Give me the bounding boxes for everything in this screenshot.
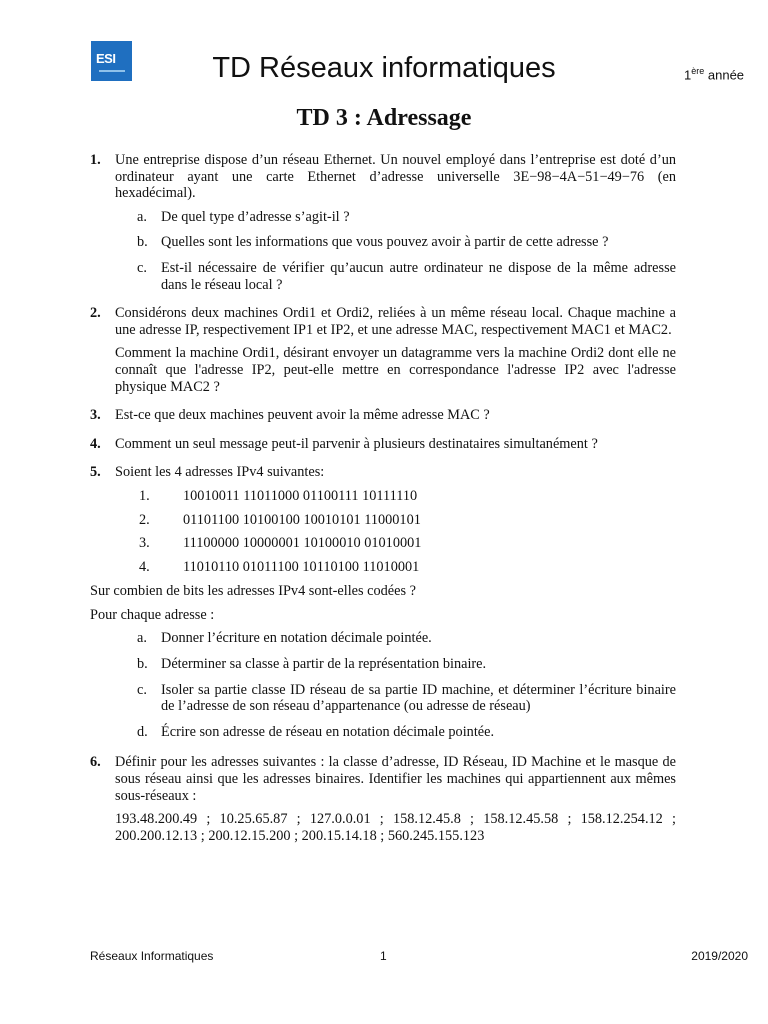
- question-number: 4.: [90, 435, 101, 452]
- question-text-2: Comment la machine Ordi1, désirant envoyer un datagramme vers la machine Ordi2 dont elle ne connaît que l'adresse IP2, peut-elle mettre en correspondance l'adresse IP2 avec l'adresse physique MAC2 ?: [115, 345, 676, 395]
- sub-text: Est-il nécessaire de vérifier qu’aucun autre ordinateur ne dispose de la même adresse dans le réseau local ?: [161, 259, 676, 293]
- task-marker: b.: [137, 656, 148, 673]
- address-value: 11100000 10000001 10100010 01010001: [183, 535, 422, 552]
- address-marker: 2.: [139, 511, 150, 528]
- year-superscript: ère: [691, 66, 705, 76]
- binary-address: [115, 535, 676, 552]
- footer-year: 2019/2020: [691, 949, 748, 963]
- per-address-label: Pour chaque adresse :: [90, 606, 215, 623]
- question-text: Comment un seul message peut-il parvenir à plusieurs destinataires simultanément ?: [115, 435, 598, 452]
- task: [115, 656, 676, 673]
- task: [115, 682, 676, 715]
- binary-address: [115, 559, 676, 576]
- question-text: Est-ce que deux machines peuvent avoir la même adresse MAC ?: [115, 407, 490, 424]
- td-title: TD 3 : Adressage: [296, 105, 472, 131]
- address-value: 11010110 01011100 10110100 11010001: [183, 558, 420, 575]
- question-1: [90, 152, 676, 293]
- question-2: [90, 305, 676, 395]
- task-marker: c.: [137, 681, 147, 698]
- task-text: Isoler sa partie classe ID réseau de sa partie ID machine, et déterminer l’écriture binaire de l’adresse de son réseau d’appartenance (ou adresse de réseau): [161, 681, 676, 715]
- question-6: [90, 754, 676, 844]
- question-number: 3.: [90, 407, 101, 424]
- question-number: 6.: [90, 754, 101, 771]
- question-text: Considérons deux machines Ordi1 et Ordi2, reliées à un même réseau local. Chaque machine a une adresse IP, respectivement IP1 et IP2, et une adresse MAC, respectivement MAC1 et MAC2.: [115, 305, 676, 338]
- exercise-list: [90, 152, 676, 856]
- question-5: [90, 464, 676, 575]
- question-number: 2.: [90, 305, 101, 322]
- task-marker: d.: [137, 723, 148, 740]
- year-word: année: [707, 67, 745, 83]
- address-value: 10010011 11011000 01100111 10111110: [183, 487, 418, 504]
- sub-marker: c.: [137, 259, 147, 276]
- ip-address-list: 193.48.200.49 ; 10.25.65.87 ; 127.0.0.01 ; 158.12.45.8 ; 158.12.45.58 ; 158.12.254.12 ; 200.200.12.13 ; 200.12.15.200 ; 200.15.14.18 ; 560.245.155.123: [115, 811, 676, 844]
- footer-course: Réseaux Informatiques: [90, 949, 214, 963]
- sub-marker: a.: [137, 208, 147, 225]
- task: [115, 724, 676, 741]
- sub-question-list: [115, 209, 676, 293]
- task-text: Déterminer sa classe à partir de la représentation binaire.: [161, 656, 487, 673]
- task-list: [115, 630, 676, 740]
- sub-text: Quelles sont les informations que vous pouvez avoir à partir de cette adresse ?: [161, 234, 609, 251]
- binary-address: [115, 488, 676, 505]
- question-3: [90, 407, 676, 424]
- address-marker: 4.: [139, 558, 150, 575]
- sub-text: De quel type d’adresse s’agit-il ?: [161, 208, 350, 225]
- address-marker: 1.: [139, 487, 150, 504]
- task-text: Écrire son adresse de réseau en notation décimale pointée.: [161, 723, 495, 740]
- task-text: Donner l’écriture en notation décimale pointée.: [161, 630, 432, 647]
- sub-question: [115, 209, 676, 226]
- bits-question: Sur combien de bits les adresses IPv4 sont-elles codées ?: [90, 583, 416, 600]
- year-level: [684, 66, 744, 82]
- question-number: 1.: [90, 152, 101, 168]
- question-5-continued: [90, 583, 676, 740]
- address-marker: 3.: [139, 535, 150, 552]
- sub-question: [115, 234, 676, 251]
- year-number: 1: [684, 67, 692, 83]
- address-value: 01101100 10100100 10010101 11000101: [183, 511, 421, 528]
- task: [115, 630, 676, 647]
- question-number: 5.: [90, 464, 101, 481]
- document-title: TD Réseaux informatiques: [212, 52, 556, 84]
- footer-page-number: 1: [380, 949, 387, 963]
- binary-address: [115, 512, 676, 529]
- sub-question: [115, 260, 676, 293]
- logo-text: ESI: [96, 51, 116, 66]
- question-text: Soient les 4 adresses IPv4 suivantes:: [115, 464, 325, 481]
- task-marker: a.: [137, 630, 147, 647]
- question-text: Définir pour les adresses suivantes : la classe d’adresse, ID Réseau, ID Machine et le masque de sous réseau ainsi que les adresses binaires. Identifier les machines qui appartiennent aux mêmes sous-réseaux :: [115, 754, 676, 804]
- question-text: Une entreprise dispose d’un réseau Ethernet. Un nouvel employé dans l’entreprise est doté d’un ordinateur ayant une carte Ethernet d’adresse universelle 3E−98−4A−51−49−76 (en hexadécimal).: [115, 152, 676, 202]
- question-4: [90, 436, 676, 453]
- binary-address-list: [115, 488, 676, 575]
- sub-marker: b.: [137, 234, 148, 251]
